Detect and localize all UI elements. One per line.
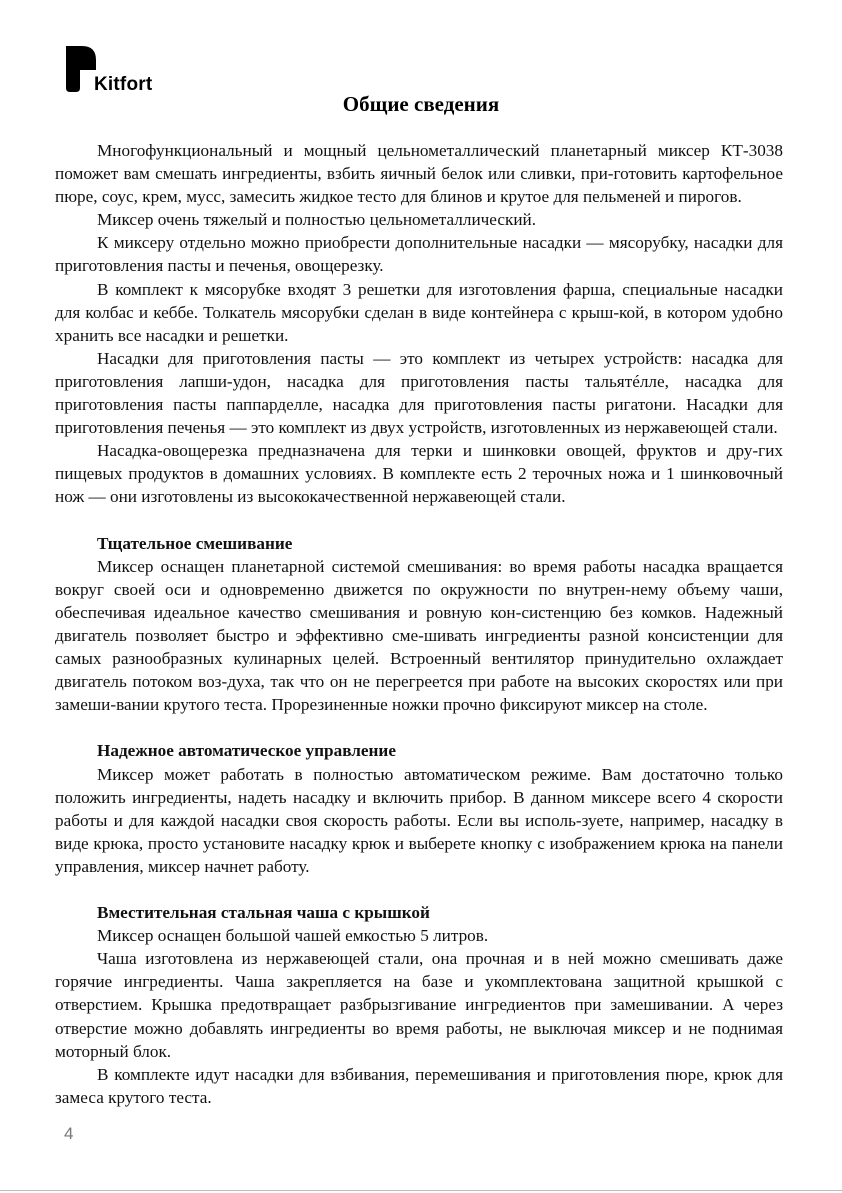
section-paragraph: Миксер может работать в полностью автоматическом режиме. Вам достаточно только положить ингредиенты, надеть насадку и включить прибор. В данном миксере всего 4 скорости работы и для каждой насадки своя скорость работы. Если вы исполь-зуете, например, насадку в виде крюка, просто установите насадку крюк и выберете кнопку с изображением крюка на панели управления, миксер начнет работу.	[55, 764, 783, 876]
page-number: 4	[64, 1124, 74, 1143]
kitfort-logo-icon	[66, 46, 96, 94]
bottom-divider	[0, 1190, 842, 1191]
brand-name: Kitfort	[94, 74, 153, 95]
intro-paragraph: К миксеру отдельно можно приобрести дополнительные насадки — мясорубку, насадки для приготовления пасты и печенья, овощерезку.	[55, 233, 783, 276]
section-paragraph: Чаша изготовлена из нержавеющей стали, она прочная и в ней можно смешивать даже горячие ингредиенты. Чаша закрепляется на базе и укомплектована защитной крышкой с отверстием. Крышка предотвращает разбрызгивание ингредиентов при замешивании. А через отверстие можно добавлять ингредиенты во время работы, не выключая миксер и не поднимая моторный блок.	[55, 949, 783, 1061]
intro-paragraph: В комплект к мясорубке входят 3 решетки для изготовления фарша, специальные насадки для колбас и кеббе. Толкатель мясорубки сделан в виде контейнера с крыш-кой, в котором удобно хранить все насадки и решетки.	[55, 279, 783, 345]
section-spacer	[55, 716, 783, 739]
section-heading: Надежное автоматическое управление	[97, 741, 396, 761]
section-paragraph: Миксер оснащен планетарной системой смешивания: во время работы насадка вращается вокруг своей оси и одновременно движется по окружности по внутрен-нему объему чаши, обеспечивая идеальное качество смешивания и ровную кон-систенцию без комков. Надежный двигатель позволяет быстро и эффективно сме-шивать ингредиенты разной консистенции для самых разнообразных кулинарных целей. Встроенный вентилятор принудительно охлаждает двигатель потоком воз-духа, так что он не перегреется при работе на высоких скоростях или при замеши-вании крутого теста. Прорезиненные ножки прочно фиксируют миксер на столе.	[55, 556, 783, 715]
section-paragraph: Миксер оснащен большой чашей емкостью 5 литров.	[97, 926, 489, 946]
document-body	[55, 139, 783, 1109]
intro-paragraph: Многофункциональный и мощный цельнометаллический планетарный миксер КТ-3038 поможет вам смешать ингредиенты, взбить яичный белок или сливки, при-готовить картофельное пюре, соус, крем, мусс, замесить жидкое тесто для блинов и крутое для пельменей и пирогов.	[55, 141, 783, 207]
intro-paragraph: Насадка-овощерезка предназначена для терки и шинковки овощей, фруктов и дру-гих пищевых продуктов в домашних условиях. В комплекте есть 2 терочных ножа и 1 шинковочный нож — они изготовлены из высококачественной нержавеющей стали.	[55, 441, 783, 507]
section-paragraph: В комплекте идут насадки для взбивания, перемешивания и приготовления пюре, крюк для замеса крутого теста.	[55, 1064, 783, 1107]
intro-paragraph: Насадки для приготовления пасты — это комплект из четырех устройств: насадка для приготовления лапши-удон, насадка для приготовления пасты тальятéлле, насадка для приготовления пасты паппарделле, насадка для приготовления пасты ригатони. Насадки для приготовления печенья — это комплект из двух устройств, изготовленных из нержавеющей стали.	[55, 348, 783, 438]
section-heading: Тщательное смешивание	[97, 533, 293, 553]
section-heading: Вместительная стальная чаша с крышкой	[97, 903, 430, 923]
page-title: Общие сведения	[342, 92, 500, 116]
intro-paragraph: Миксер очень тяжелый и полностью цельнометаллический.	[97, 210, 537, 230]
section-spacer	[55, 878, 783, 901]
section-spacer	[55, 509, 783, 532]
brand-logo	[66, 46, 176, 96]
